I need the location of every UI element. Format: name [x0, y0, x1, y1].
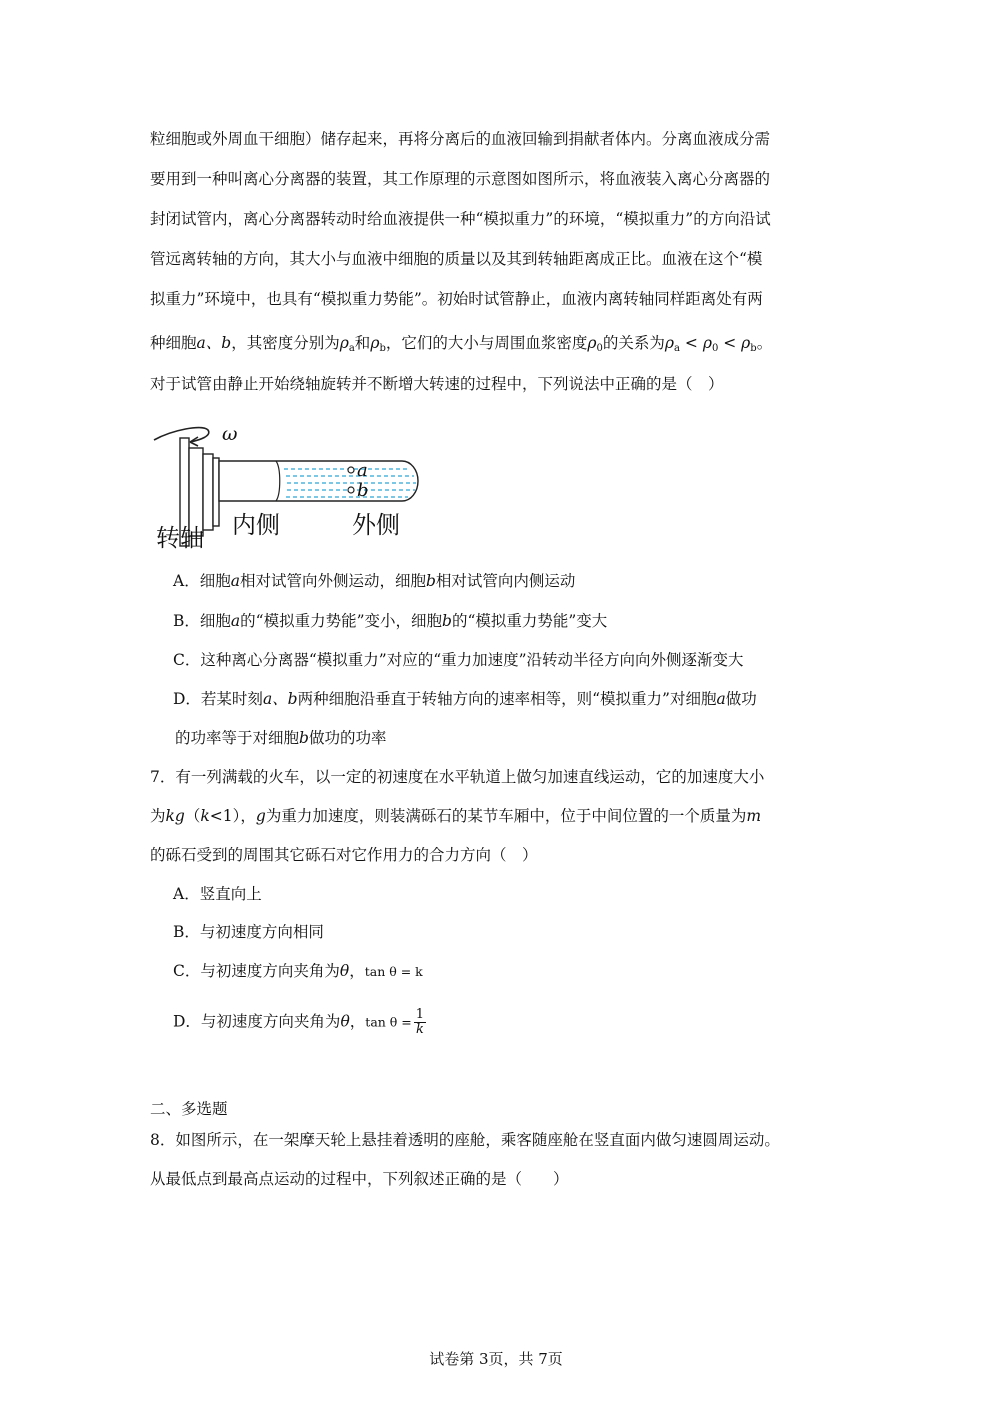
q7-line-3: 的砾石受到的周围其它砾石对它作用力的合力方向（ ）: [150, 846, 538, 864]
passage-line-6: 种细胞a、b，其密度分别为$\rho_a$和$\rho_b$，它们的大小与周围血浆密度$\rho_0$的关系为$\rho_a < \rho_0 < \rho_b$。: [150, 334, 773, 354]
q6-option-d-line-2: 的功率等于对细胞b做功的功率: [175, 729, 387, 747]
test-tube: [219, 461, 418, 501]
passage-line-4: 管远离转轴的方向，其大小与血液中细胞的质量以及其到转轴距离成正比。血液在这个“模: [150, 250, 763, 268]
centrifuge-diagram: [150, 418, 420, 553]
q8-line-2: 从最低点到最高点运动的过程中，下列叙述正确的是（ ）: [150, 1170, 569, 1188]
cell-a-marker: [348, 467, 354, 473]
q7-option-a: A．竖直向上: [173, 885, 262, 903]
inner-label: 内侧: [232, 511, 280, 539]
q7-option-d: D．与初速度方向夹角为θ，tan θ = $\frac{1}{k}$: [173, 1007, 425, 1037]
passage-line-5: 拟重力”环境中，也具有“模拟重力势能”。初始时试管静止，血液内离转轴同样距离处有两: [150, 290, 763, 308]
axis-label: 转轴: [156, 524, 204, 552]
q6-option-d-line-1: D．若某时刻a、b两种细胞沿垂直于转轴方向的速率相等，则“模拟重力”对细胞a做功: [173, 690, 757, 708]
tan-formula-c: tan θ = k: [364, 964, 423, 979]
outer-label: 外侧: [352, 511, 400, 539]
q8-line-1: 8．如图所示，在一架摩天轮上悬挂着透明的座舱，乘客随座舱在竖直面内做匀速圆周运动。: [150, 1131, 780, 1149]
q7-option-b: B．与初速度方向相同: [173, 923, 324, 941]
q7-line-1: 7．有一列满载的火车，以一定的初速度在水平轨道上做匀加速直线运动，它的加速度大小: [150, 768, 765, 786]
passage-line-2: 要用到一种叫离心分离器的装置，其工作原理的示意图如图所示，将血液装入离心分离器的: [150, 170, 771, 188]
density-inequality: $\rho_a < \rho_0 < \rho_b$: [664, 334, 757, 354]
q6-option-a: A．细胞a相对试管向外侧运动，细胞b相对试管向内侧运动: [173, 572, 576, 590]
q7-option-c: C．与初速度方向夹角为θ，tan θ = k: [173, 962, 423, 980]
rho-a: $\rho_a$: [339, 334, 355, 354]
q6-option-c: C．这种离心分离器“模拟重力”对应的“重力加速度”沿转动半径方向向外侧逐渐变大: [173, 651, 744, 669]
passage-line-7: 对于试管由静止开始绕轴旋转并不断增大转速的过程中，下列说法中正确的是（ ）: [150, 375, 724, 393]
passage-line-1: 粒细胞或外周血干细胞）储存起来，再将分离后的血液回输到捐献者体内。分离血液成分需: [150, 130, 771, 148]
cell-b-marker: [348, 487, 354, 493]
q7-line-2: 为kg（k<1），g为重力加速度，则装满砾石的某节车厢中，位于中间位置的一个质量为m: [150, 807, 762, 825]
passage-line-3: 封闭试管内，离心分离器转动时给血液提供一种“模拟重力”的环境，“模拟重力”的方向沿试: [150, 210, 771, 228]
omega-label: ω: [222, 423, 238, 445]
page-footer: 试卷第 3页，共 7页: [429, 1350, 563, 1368]
cell-b-label: b: [357, 480, 369, 501]
q6-option-b: B．细胞a的“模拟重力势能”变小，细胞b的“模拟重力势能”变大: [173, 612, 608, 630]
cell-a-label: a: [357, 460, 368, 481]
fraction-one-over-k: $\frac{1}{k}$: [415, 1007, 425, 1037]
rho-b: $\rho_b$: [370, 334, 386, 354]
section-title-multi-choice: 二、多选题: [150, 1100, 228, 1118]
rho-0: $\rho_0$: [587, 334, 603, 354]
